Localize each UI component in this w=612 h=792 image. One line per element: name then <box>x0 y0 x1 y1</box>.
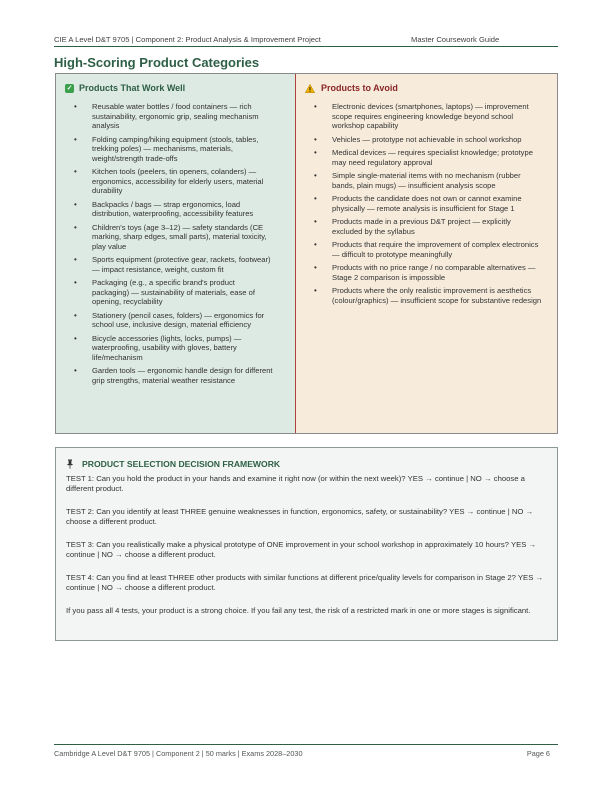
page-header <box>54 33 558 47</box>
list-item: • Medical devices — requires specialist knowledge; prototype may need regulatory approval <box>332 148 543 167</box>
good-products-list <box>56 102 295 389</box>
list-item: • Reusable water bottles / food containers — rich sustainability, ergonomic grip, sealing mechanism analysis <box>92 102 281 131</box>
list-item: • Packaging (e.g., a specific brand's product packaging) — sustainability of materials, ease of opening, recyclability <box>92 278 281 307</box>
list-item: • Children's toys (age 3–12) — safety standards (CE marking, sharp edges, small parts), material toxicity, play value <box>92 223 281 252</box>
framework-heading <box>66 459 280 469</box>
list-item: • Products where the only realistic improvement is aesthetics (colour/graphics) — insufficient scope for substantive redesign <box>332 286 543 305</box>
list-item: • Kitchen tools (peelers, tin openers, colanders) — ergonomics, accessibility for elderly users, material durability <box>92 167 281 196</box>
list-item: • Bicycle accessories (lights, locks, pumps) — waterproofing, usability with gloves, battery life/mechanism <box>92 334 281 363</box>
list-item: • Electronic devices (smartphones, laptops) — improvement scope requires engineering knowledge beyond school workshop capability <box>332 102 543 131</box>
thumb-pin-icon <box>66 459 74 469</box>
page-number: Page 6 <box>526 749 550 758</box>
list-item: • Garden tools — ergonomic handle design for different grip strengths, material weather resistance <box>92 366 281 385</box>
framework-test-4: TEST 4: Can you find at least THREE other products with similar functions at different price/quality levels for comparison in Stage 2? YES → continue | NO → choose a different product. <box>66 573 544 592</box>
framework-title: PRODUCT SELECTION DECISION FRAMEWORK <box>82 459 281 469</box>
good-products-title: Products That Work Well <box>79 83 186 93</box>
framework-conclusion: If you pass all 4 tests, your product is a strong choice. If you fail any test, the risk of a restricted mark in one or more stages is significant. <box>66 606 531 615</box>
section-title: High-Scoring Product Categories <box>54 55 260 70</box>
avoid-products-title: Products to Avoid <box>321 83 398 93</box>
framework-body <box>66 474 550 629</box>
list-item: • Simple single-material items with no mechanism (rubber bands, plain mugs) — insufficient analysis scope <box>332 171 543 190</box>
header-right: Master Coursework Guide <box>411 35 500 44</box>
framework-test-2: TEST 2: Can you identify at least THREE genuine weaknesses in function, ergonomics, safety, or sustainability? YES → continue | NO → choose a different product. <box>66 507 534 526</box>
categories-table <box>55 73 558 434</box>
avoid-products-heading <box>305 83 398 93</box>
check-icon: ✓ <box>66 84 73 92</box>
list-item: • Products the candidate does not own or cannot examine physically — remote analysis is insufficient for Stage 1 <box>332 194 543 213</box>
good-products-column <box>56 74 296 433</box>
list-item: • Products that require the improvement of complex electronics — difficult to prototype meaningfully <box>332 240 543 259</box>
warning-icon <box>305 84 315 93</box>
list-item: • Sports equipment (protective gear, rackets, footwear) — impact resistance, weight, custom fit <box>92 255 281 274</box>
avoid-products-column <box>296 74 557 433</box>
selection-framework-box <box>55 447 558 641</box>
list-item: • Vehicles — prototype not achievable in school workshop <box>332 135 543 145</box>
footer-left: Cambridge A Level D&T 9705 | Component 2 | 50 marks | Exams 2028–2030 <box>54 749 303 758</box>
list-item: • Backpacks / bags — strap ergonomics, load distribution, waterproofing, accessibility features <box>92 200 281 219</box>
list-item: • Folding camping/hiking equipment (stools, tables, trekking poles) — mechanisms, materials, weight/strength trade-offs <box>92 135 281 164</box>
header-left: CIE A Level D&T 9705 | Component 2: Product Analysis & Improvement Project <box>54 35 321 44</box>
good-products-heading <box>65 83 185 93</box>
avoid-products-list <box>296 102 557 309</box>
framework-test-1: TEST 1: Can you hold the product in your hands and examine it right now (or within the next week)? YES → continue | NO → choose a different product. <box>66 474 525 493</box>
list-item: • Stationery (pencil cases, folders) — ergonomics for school use, inclusive design, material efficiency <box>92 311 281 330</box>
list-item: • Products made in a previous D&T project — explicitly excluded by the syllabus <box>332 217 543 236</box>
framework-test-3: TEST 3: Can you realistically make a physical prototype of ONE improvement in your school workshop in approximately 10 hours? YES → continue | NO → choose a different product. <box>66 540 537 559</box>
list-item: • Products with no price range / no comparable alternatives — Stage 2 comparison is impossible <box>332 263 543 282</box>
page-footer <box>54 744 558 758</box>
